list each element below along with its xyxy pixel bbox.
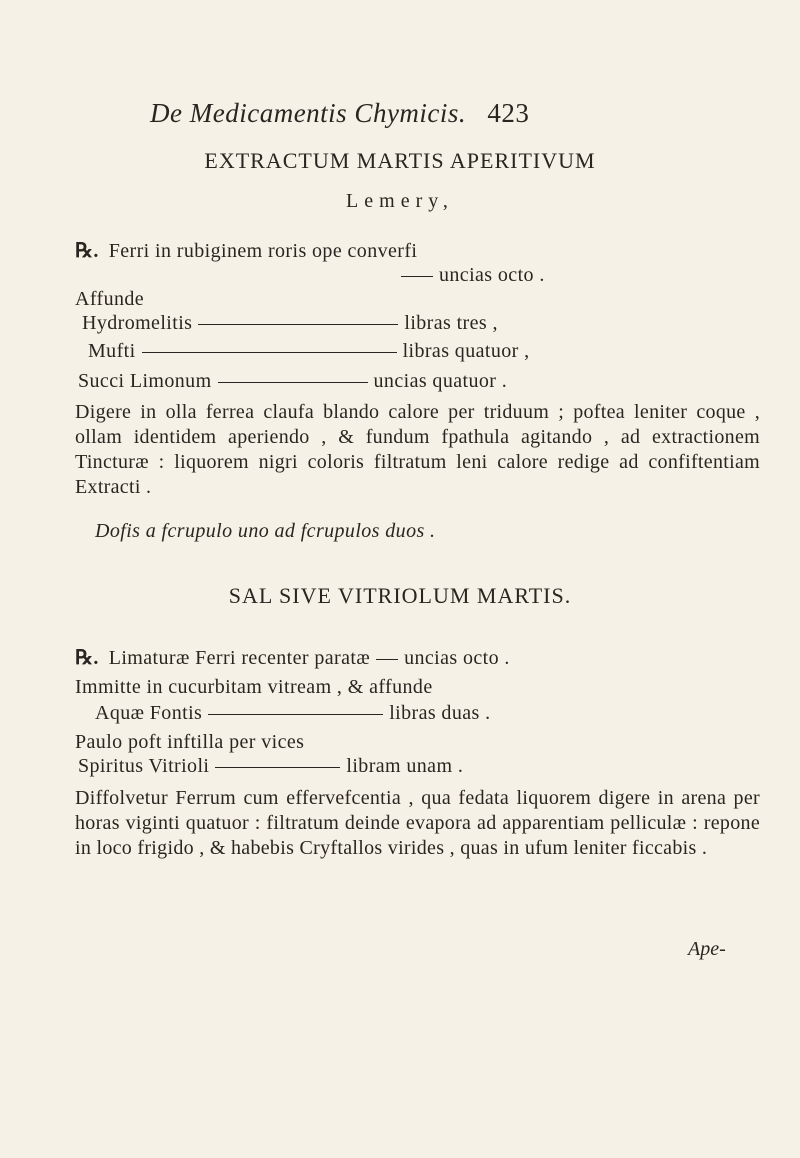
page-number: 423 <box>487 98 530 128</box>
s1-dose: Dofis a fcrupulo uno ad fcrupulos duos . <box>95 520 436 542</box>
section1-title: EXTRACTUM MARTIS APERITIVUM <box>204 148 596 173</box>
section1-author: Lemery, <box>346 190 454 212</box>
s2-line1-text: Limaturæ Ferri recenter paratæ <box>108 647 371 669</box>
s1-ingredient1 <box>82 312 498 335</box>
recipe-symbol-icon: ℞. <box>75 240 99 262</box>
s2-ing1-qty: libras duas . <box>389 702 491 724</box>
s2-line3: Paulo poft inftilla per vices <box>75 731 305 753</box>
s1-ing1-name: Hydromelitis <box>82 312 193 334</box>
s1-ing2-qty: libras quatuor , <box>402 340 530 362</box>
s1-ingredient2 <box>88 340 530 363</box>
s1-instructions: Digere in olla ferrea claufa blando calore per triduum ; poftea leniter coque , ollam identidem aperiendo , & fundum fpathula agitando , ad extractionem Tincturæ : liquorem nigri coloris filtratum leni calore redige ad confiftentiam Extracti . <box>75 401 760 498</box>
recipe-symbol-icon: ℞. <box>75 647 99 669</box>
s1-line1-text: Ferri in rubiginem roris ope converfi <box>108 240 418 262</box>
header-title: De Medicamentis Chymicis. <box>150 98 467 128</box>
s2-instructions: Diffolvetur Ferrum cum effervefcentia , qua fedata liquorem digere in arena per horas viginti quatuor : filtratum deinde evapora ad apparentiam pelliculæ : repone in loco frigido , & habebis Cryftallos virides , quas in ufum leniter ficcabis . <box>75 787 760 859</box>
s2-ingredient1 <box>95 702 491 725</box>
s1-line1-qty: uncias octo . <box>439 264 545 286</box>
s1-recipe-line1 <box>75 238 417 263</box>
s1-ing3-name: Succi Limonum <box>78 370 212 392</box>
s2-recipe-line1 <box>75 645 510 670</box>
s1-line1-quantity <box>395 264 545 287</box>
s1-line2: Affunde <box>75 288 145 310</box>
s2-line1-qty: uncias octo . <box>404 647 510 669</box>
s2-ing1-name: Aquæ Fontis <box>95 702 203 724</box>
s1-ing1-qty: libras tres , <box>404 312 498 334</box>
running-header <box>150 98 529 129</box>
s2-ing2-name: Spiritus Vitrioli <box>78 755 210 777</box>
s2-ing2-qty: libram unam . <box>346 755 464 777</box>
s2-line2: Immitte in cucurbitam vitream , & affunde <box>75 676 433 698</box>
section2-title: SAL SIVE VITRIOLUM MARTIS. <box>228 583 572 608</box>
s1-ing2-name: Mufti <box>88 340 136 362</box>
s1-ing3-qty: uncias quatuor . <box>373 370 508 392</box>
s2-ingredient2 <box>78 755 463 778</box>
catchword: Ape- <box>688 938 726 960</box>
s1-ingredient3 <box>78 370 507 393</box>
